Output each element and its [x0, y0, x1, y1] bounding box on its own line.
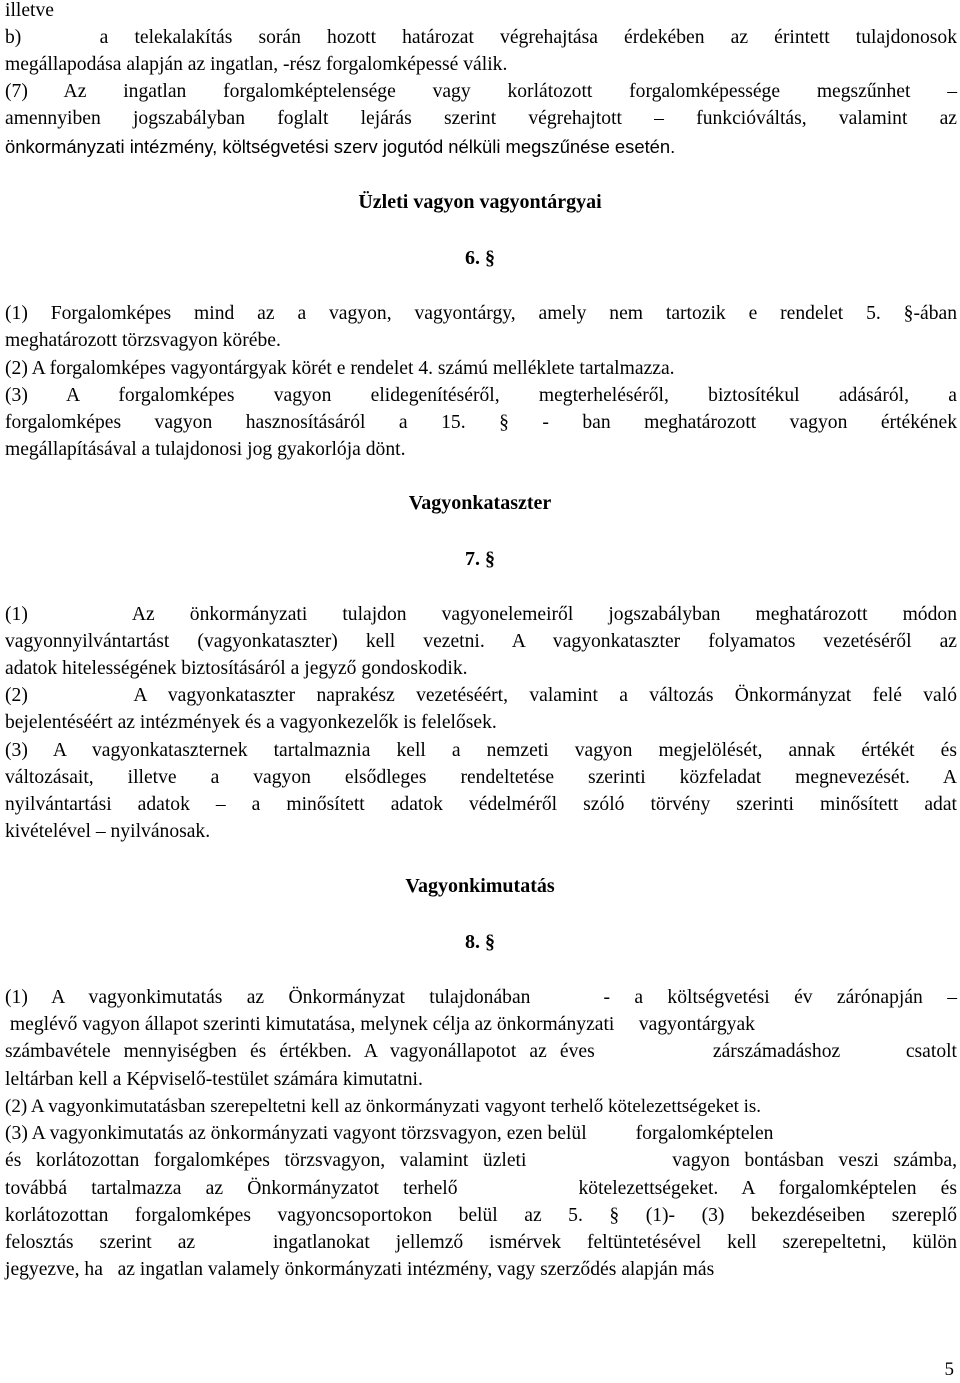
- text-line: forgalomképes vagyon hasznosításáról a 15. § - ban meghatározott vagyon értékének: [5, 412, 957, 433]
- text-line: jegyezve, ha az ingatlan valamely önkormányzati intézmény, vagy szerződés alapján más: [5, 1259, 715, 1280]
- text-line: illetve: [5, 0, 54, 21]
- text-line: (3) A vagyonkataszternek tartalmaznia kell a nemzeti vagyon megjelölését, annak értékét és: [5, 740, 957, 761]
- text-line: leltárban kell a Képviselő-testület számára kimutatni.: [5, 1069, 423, 1090]
- text-line: kivételével – nyilvánosak.: [5, 821, 211, 842]
- section-heading: Vagyonkataszter: [408, 492, 552, 514]
- text-line: (7) Az ingatlan forgalomképtelensége vagy korlátozott forgalomképessége megszűnhet –: [5, 81, 957, 102]
- page-number: 5: [944, 1359, 954, 1380]
- text-line: (2) A vagyonkimutatásban szerepeltetni kell az önkormányzati vagyont terhelő kötelezettségeket is.: [5, 1096, 762, 1117]
- section-heading: Vagyonkimutatás: [405, 875, 555, 897]
- section-number: 7. §: [465, 548, 495, 570]
- text-line: (1) A vagyonkimutatás az Önkormányzat tulajdonában - a költségvetési év zárónapján –: [5, 987, 957, 1008]
- text-line: megállapításával a tulajdonosi jog gyakorlója dönt.: [5, 439, 406, 460]
- section-heading: Üzleti vagyon vagyontárgyai: [358, 191, 602, 213]
- text-line: adatok hitelességének biztosításáról a jegyző gondoskodik.: [5, 658, 468, 679]
- section-number: 6. §: [465, 247, 495, 269]
- text-line: (2) A vagyonkataszter naprakész vezetéséért, valamint a változás Önkormányzat felé való: [5, 685, 957, 706]
- text-line: (3) A vagyonkimutatás az önkormányzati vagyont törzsvagyon, ezen belül forgalomképtelen: [5, 1123, 774, 1144]
- text-line: amennyiben jogszabályban foglalt lejárás szerint végrehajtott – funkcióváltás, valamint az: [5, 108, 957, 129]
- text-line: (1) Az önkormányzati tulajdon vagyonelemeiről jogszabályban meghatározott módon: [5, 604, 957, 625]
- text-line: (3) A forgalomképes vagyon elidegenítéséről, megterheléséről, biztosítékul adásáról, a: [5, 385, 957, 406]
- text-line: korlátozottan forgalomképes vagyoncsoportokon belül az 5. § (1)- (3) bekezdéseiben szereplő: [5, 1205, 957, 1226]
- text-line: továbbá tartalmazza az Önkormányzatot terhelő kötelezettségeket. A forgalomképtelen és: [5, 1178, 957, 1199]
- text-line: változásait, illetve a vagyon elsődleges rendeltetése szerinti közfeladat megnevezését. A: [5, 767, 957, 788]
- text-line: felosztás szerint az ingatlanokat jellemző ismérvek feltüntetésével kell szerepeltetni, külön: [5, 1232, 957, 1253]
- text-line: és korlátozottan forgalomképes törzsvagyon, valamint üzleti vagyon bontásban veszi számba,: [5, 1150, 957, 1171]
- text-line: bejelentéséért az intézmények és a vagyonkezelők is felelősek.: [5, 712, 497, 733]
- text-line: meghatározott törzsvagyon körébe.: [5, 330, 281, 351]
- text-line: nyilvántartási adatok – a minősített adatok védelméről szóló törvény szerinti minősített adat: [5, 794, 957, 815]
- section-number: 8. §: [465, 931, 495, 953]
- text-line: önkormányzati intézmény, költségvetési szerv jogutód nélküli megszűnése esetén.: [5, 136, 676, 157]
- text-line: (2) A forgalomképes vagyontárgyak körét e rendelet 4. számú melléklete tartalmazza.: [5, 358, 675, 379]
- text-line: vagyonnyilvántartást (vagyonkataszter) kell vezetni. A vagyonkataszter folyamatos vezetéséről az: [5, 631, 957, 652]
- text-line: b) a telekalakítás során hozott határozat végrehajtása érdekében az érintett tulajdonosok: [5, 27, 957, 48]
- text-line: (1) Forgalomképes mind az a vagyon, vagyontárgy, amely nem tartozik e rendelet 5. §-ában: [5, 303, 957, 324]
- text-line: megállapodása alapján az ingatlan, -rész forgalomképessé válik.: [5, 54, 508, 75]
- text-line: számbavétele mennyiségben és értékben. A vagyonállapotot az éves zárszámadáshoz csatolt: [5, 1041, 957, 1062]
- text-line: meglévő vagyon állapot szerinti kimutatása, melynek célja az önkormányzati vagyontárgyak: [5, 1014, 755, 1035]
